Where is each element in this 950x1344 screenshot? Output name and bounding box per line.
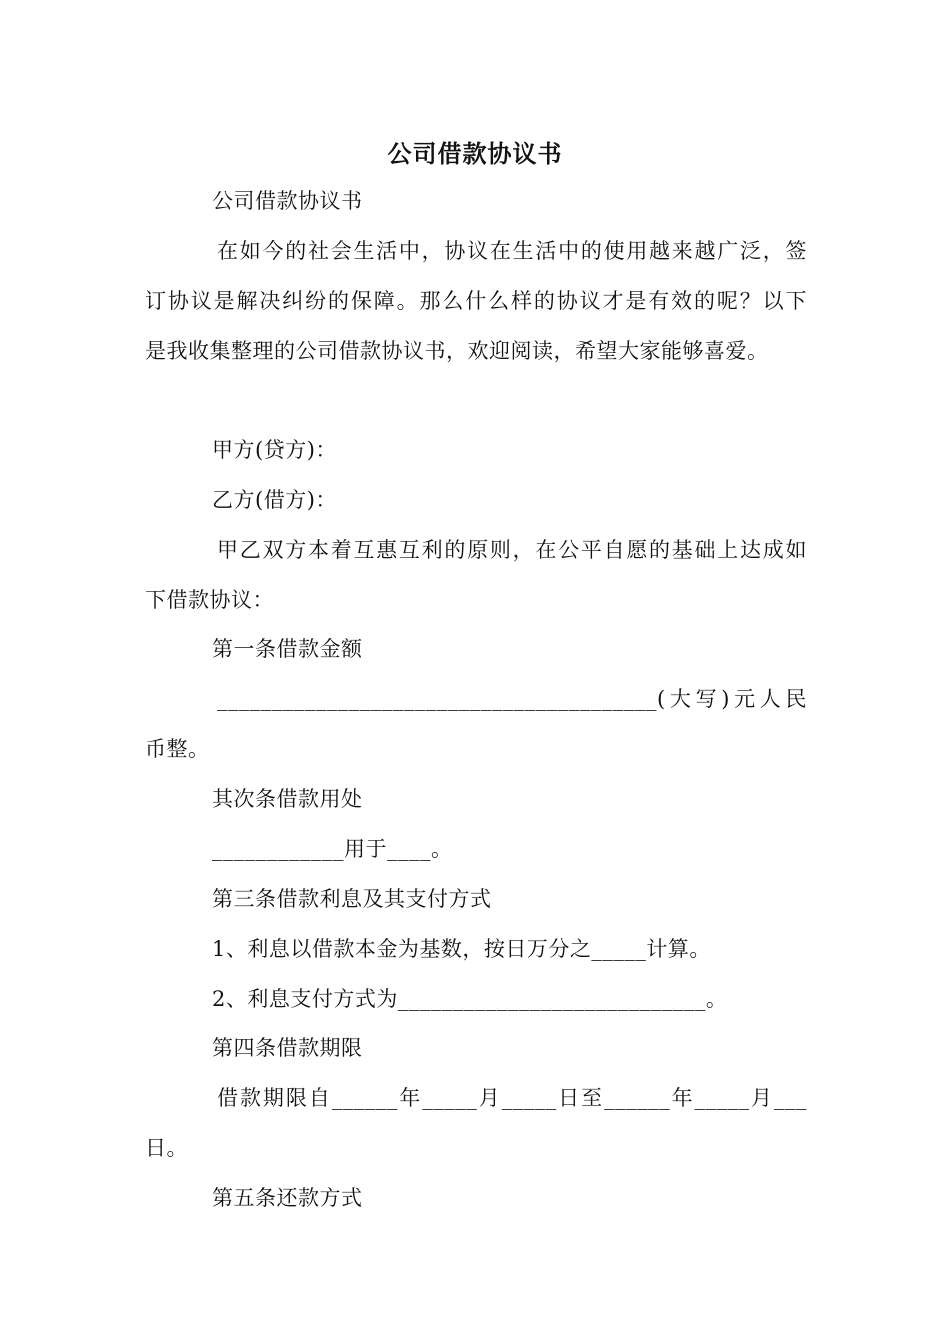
interest-payment-line: 2、利息支付方式为____________________________。 [212,987,728,1011]
term-line-end: 日。 [145,1136,188,1160]
party-b-line: 乙方(借方)： [212,488,337,512]
document-title: 公司借款协议书 [387,139,563,168]
article-1-heading: 第一条借款金额 [212,637,363,661]
agreement-line-2: 下借款协议： [145,588,274,612]
article-4-heading: 第四条借款期限 [212,1036,363,1060]
purpose-line: ____________用于____。 [212,837,453,861]
article-3-heading: 第三条借款利息及其支付方式 [212,887,492,911]
article-2-heading: 其次条借款用处 [212,787,363,811]
intro-line-1: 在如今的社会生活中，协议在生活中的使用越来越广泛，签 [217,239,807,263]
amount-line: ________________________________________(大写)元人民 [217,687,807,711]
term-line: 借款期限自______年_____月_____日至______年_____月___ [217,1086,807,1110]
party-a-line: 甲方(贷方)： [212,438,337,462]
agreement-line-1: 甲乙双方本着互惠互利的原则，在公平自愿的基础上达成如 [217,538,807,562]
interest-rate-line: 1、利息以借款本金为基数，按日万分之_____计算。 [212,937,711,961]
intro-line-2: 订协议是解决纠纷的保障。那么什么样的协议才是有效的呢？以下 [145,289,807,313]
subtitle-line: 公司借款协议书 [212,189,363,213]
amount-line-end: 币整。 [145,737,210,761]
intro-line-3: 是我收集整理的公司借款协议书，欢迎阅读，希望大家能够喜爱。 [145,339,769,363]
article-5-heading: 第五条还款方式 [212,1186,363,1210]
